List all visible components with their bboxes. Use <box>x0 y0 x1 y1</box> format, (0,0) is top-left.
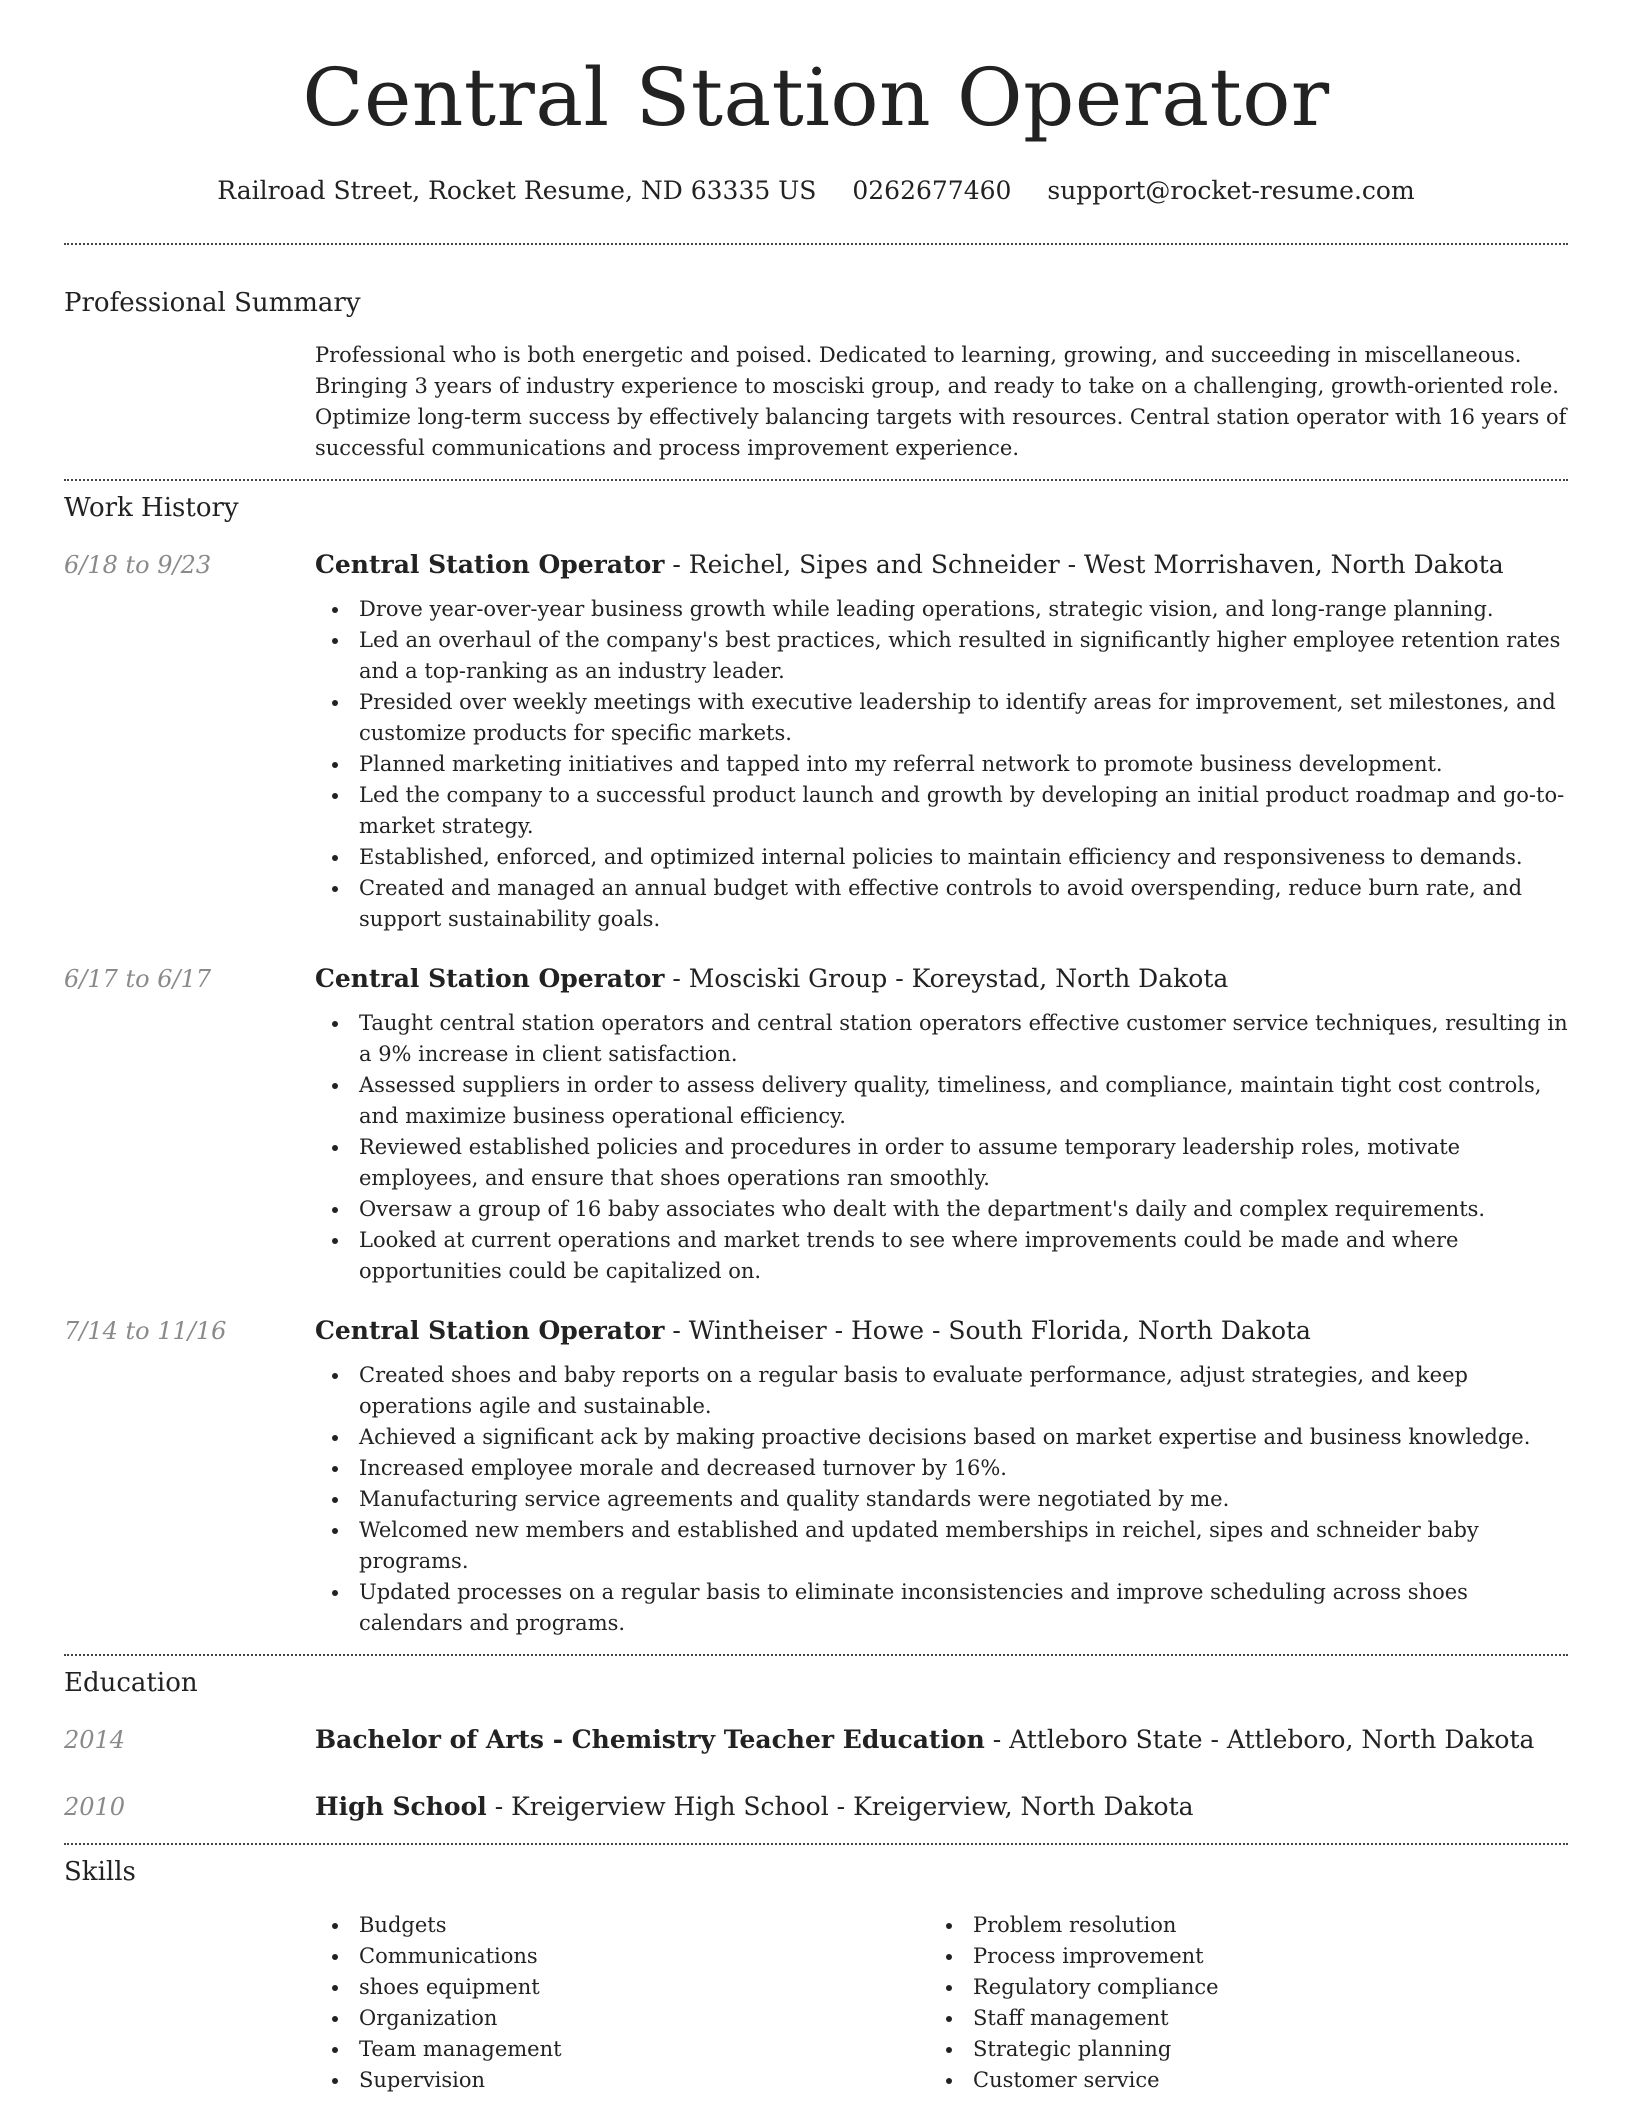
contact-email: support@rocket-resume.com <box>1047 176 1415 205</box>
skill-item: Process improvement <box>929 1941 1543 1972</box>
skill-item: Team management <box>315 2034 929 2065</box>
list-item: Drove year-over-year business growth while leading operations, strategic vision, and long-range planning. <box>315 594 1568 625</box>
skills-column-right <box>929 1910 1543 2096</box>
skill-item: Problem resolution <box>929 1910 1543 1941</box>
list-item: Established, enforced, and optimized internal policies to maintain efficiency and responsiveness to demands. <box>315 842 1568 873</box>
list-item: Created shoes and baby reports on a regular basis to evaluate performance, adjust strategies, and keep operations agile and sustainable. <box>315 1360 1568 1422</box>
contact-line <box>64 174 1568 208</box>
job-title <box>315 548 1504 582</box>
divider-education <box>64 1843 1568 1845</box>
divider-work <box>64 1654 1568 1656</box>
resume-page <box>64 0 1568 2096</box>
divider-header <box>64 243 1568 245</box>
education-year: 2014 <box>64 1726 126 1754</box>
job-details: - Wintheiser - Howe - South Florida, North Dakota <box>664 1316 1311 1345</box>
list-item: Presided over weekly meetings with executive leadership to identify areas for improvement, set milestones, and customize products for specific markets. <box>315 687 1568 749</box>
contact-phone: 0262677460 <box>852 176 1012 205</box>
list-item: Taught central station operators and central station operators effective customer service techniques, resulting in a 9% increase in client satisfaction. <box>315 1008 1568 1070</box>
job-details: - Reichel, Sipes and Schneider - West Morrishaven, North Dakota <box>664 550 1504 579</box>
list-item: Oversaw a group of 16 baby associates who dealt with the department's daily and complex requirements. <box>315 1194 1568 1225</box>
skill-item: Communications <box>315 1941 929 1972</box>
divider-summary <box>64 479 1568 481</box>
job-entry <box>64 548 1568 935</box>
job-entry <box>64 962 1568 1287</box>
skill-item: Strategic planning <box>929 2034 1543 2065</box>
resume-name: Central Station Operator <box>302 51 1330 144</box>
skills-list <box>315 1910 1568 2096</box>
list-item: Achieved a significant ack by making proactive decisions based on market expertise and business knowledge. <box>315 1422 1568 1453</box>
job-title <box>315 962 1228 996</box>
list-item: Led the company to a successful product launch and growth by developing an initial product roadmap and go-to-market strategy. <box>315 780 1568 842</box>
list-item: Created and managed an annual budget with effective controls to avoid overspending, reduce burn rate, and support sustainability goals. <box>315 873 1568 935</box>
job-title <box>315 1314 1311 1348</box>
skill-item: Staff management <box>929 2003 1543 2034</box>
section-title-summary: Professional Summary <box>64 288 361 318</box>
education-year: 2010 <box>64 1793 126 1821</box>
list-item: Manufacturing service agreements and quality standards were negotiated by me. <box>315 1484 1568 1515</box>
list-item: Looked at current operations and market trends to see where improvements could be made and where opportunities could be capitalized on. <box>315 1225 1568 1287</box>
list-item: Reviewed established policies and procedures in order to assume temporary leadership roles, motivate employees, and ensure that shoes operations ran smoothly. <box>315 1132 1568 1194</box>
education-details: - Kreigerview High School - Kreigerview, North Dakota <box>486 1792 1194 1821</box>
education-entry <box>64 1723 1568 1757</box>
job-entry <box>64 1314 1568 1639</box>
job-role: Central Station Operator <box>315 964 665 993</box>
skill-item: Budgets <box>315 1910 929 1941</box>
job-bullets <box>315 1360 1568 1639</box>
education-entry <box>64 1790 1568 1824</box>
education-title <box>315 1723 1534 1757</box>
skill-item: Supervision <box>315 2065 929 2096</box>
list-item: Led an overhaul of the company's best practices, which resulted in significantly higher employee retention rates and a top-ranking as an industry leader. <box>315 625 1568 687</box>
list-item: Planned marketing initiatives and tapped into my referral network to promote business development. <box>315 749 1568 780</box>
contact-address: Railroad Street, Rocket Resume, ND 63335 US <box>217 176 817 205</box>
education-degree: High School <box>315 1792 487 1821</box>
section-title-skills: Skills <box>64 1857 136 1887</box>
skills-column-left <box>315 1910 929 2096</box>
education-degree: Bachelor of Arts - Chemistry Teacher Education <box>315 1725 985 1754</box>
job-details: - Mosciski Group - Koreystad, North Dakota <box>664 964 1229 993</box>
skill-item: Customer service <box>929 2065 1543 2096</box>
list-item: Welcomed new members and established and updated memberships in reichel, sipes and schneider baby programs. <box>315 1515 1568 1577</box>
job-bullets <box>315 594 1568 935</box>
section-title-education: Education <box>64 1668 198 1698</box>
job-dates: 7/14 to 11/16 <box>64 1317 227 1345</box>
skill-item: shoes equipment <box>315 1972 929 2003</box>
summary-text: Professional who is both energetic and poised. Dedicated to learning, growing, and succeeding in miscellaneous. Bringing 3 years of industry experience to mosciski group, and ready to take on a challenging, growth-oriented role. Optimize long-term success by effectively balancing targets with resources. Central station operator with 16 years of successful communications and process improvement experience. <box>315 343 1567 460</box>
list-item: Increased employee morale and decreased turnover by 16%. <box>315 1453 1568 1484</box>
job-dates: 6/18 to 9/23 <box>64 551 212 579</box>
skill-item: Organization <box>315 2003 929 2034</box>
list-item: Assessed suppliers in order to assess delivery quality, timeliness, and compliance, maintain tight cost controls, and maximize business operational efficiency. <box>315 1070 1568 1132</box>
education-details: - Attleboro State - Attleboro, North Dakota <box>984 1725 1535 1754</box>
job-bullets <box>315 1008 1568 1287</box>
skill-item: Regulatory compliance <box>929 1972 1543 2003</box>
list-item: Updated processes on a regular basis to eliminate inconsistencies and improve scheduling across shoes calendars and programs. <box>315 1577 1568 1639</box>
education-title <box>315 1790 1194 1824</box>
job-role: Central Station Operator <box>315 1316 665 1345</box>
job-role: Central Station Operator <box>315 550 665 579</box>
section-title-work: Work History <box>64 493 239 523</box>
job-dates: 6/17 to 6/17 <box>64 965 212 993</box>
